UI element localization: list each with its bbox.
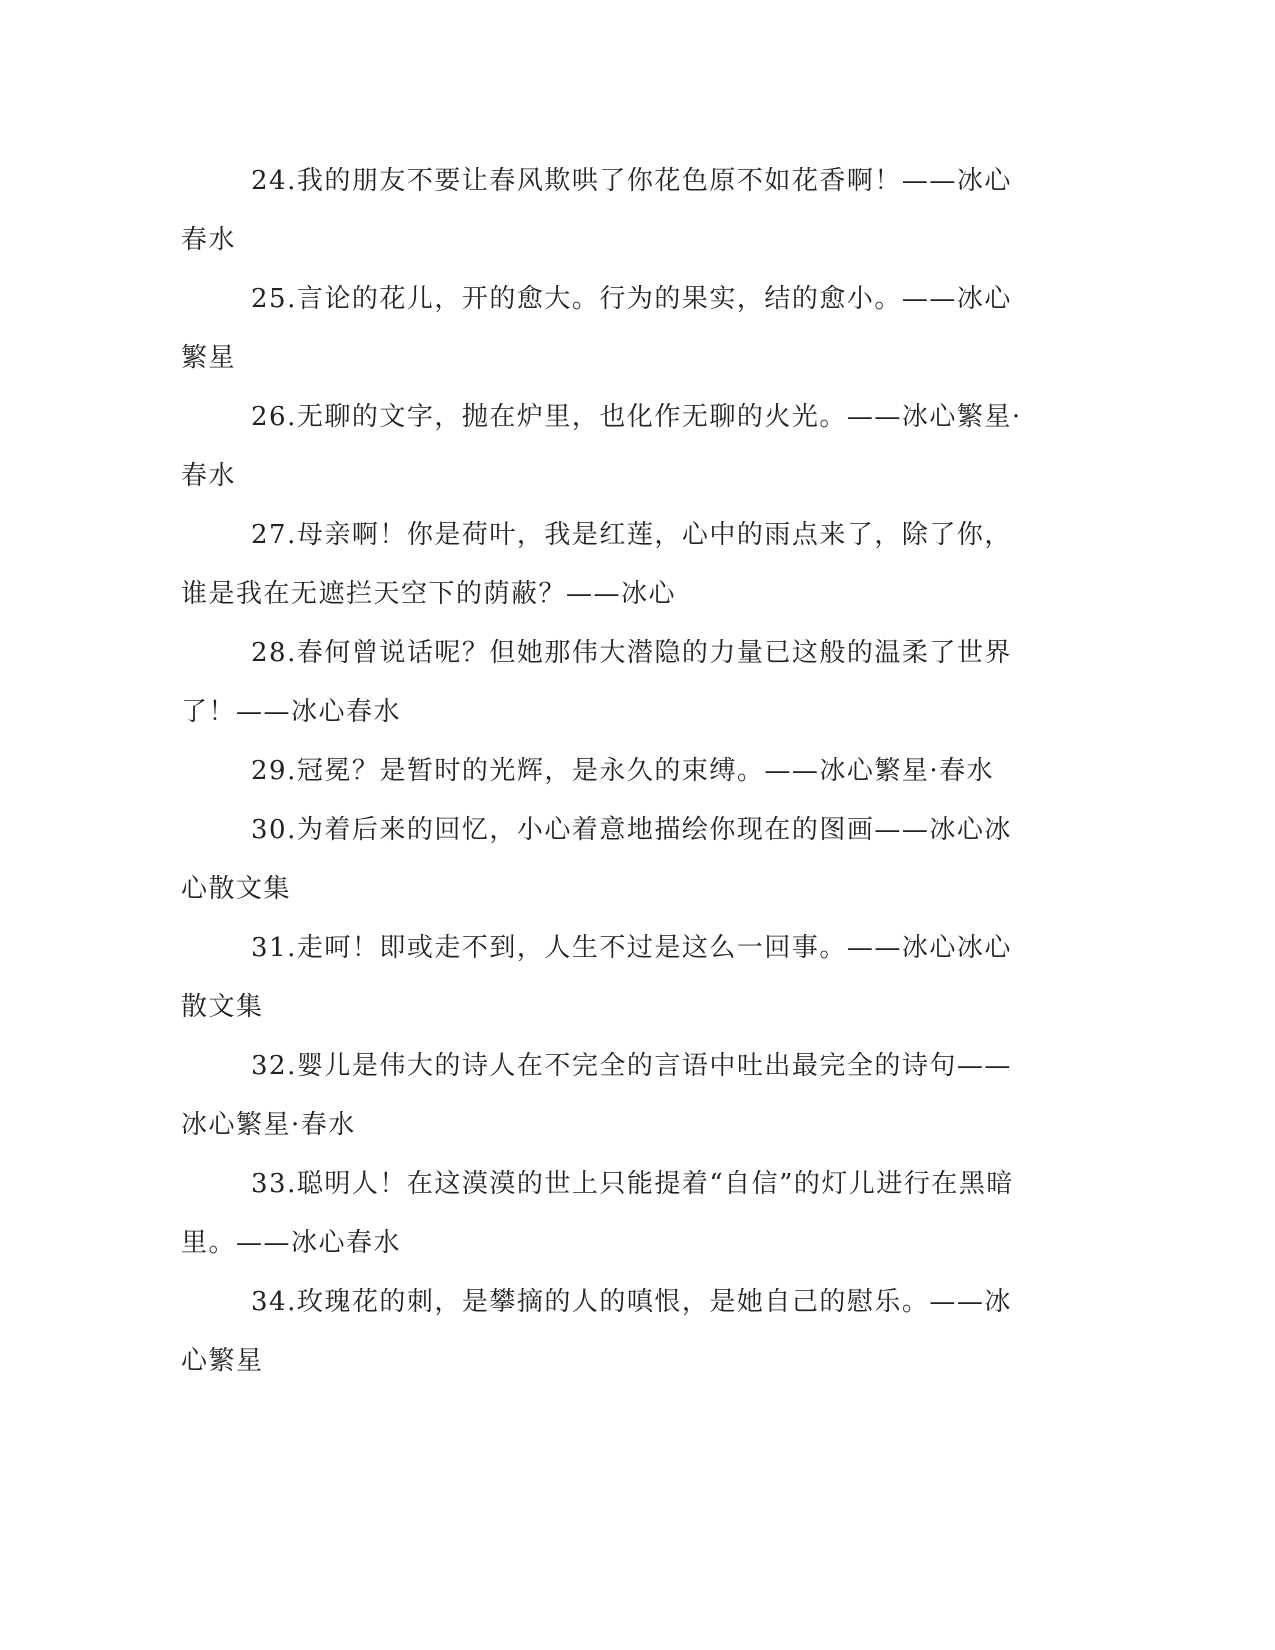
quote-34: 34.玫瑰花的刺，是攀摘的人的嗔恨，是她自己的慰乐。——冰心繁星 [181, 1287, 1012, 1376]
quote-list [181, 152, 1031, 1391]
quote-26: 26.无聊的文字，抛在炉里，也化作无聊的火光。——冰心繁星·春水 [181, 402, 1022, 491]
quote-29: 29.冠冕？是暂时的光辉，是永久的束缚。——冰心繁星·春水 [251, 756, 995, 786]
quote-31: 31.走呵！即或走不到，人生不过是这么一回事。——冰心冰心散文集 [181, 933, 1012, 1022]
quote-28: 28.春何曾说话呢？但她那伟大潜隐的力量已这般的温柔了世界了！——冰心春水 [181, 638, 1012, 727]
quote-33: 33.聪明人！在这漠漠的世上只能提着“自信”的灯儿进行在黑暗里。——冰心春水 [181, 1169, 1014, 1258]
quote-27: 27.母亲啊！你是荷叶，我是红莲，心中的雨点来了，除了你，谁是我在无遮拦天空下的荫蔽？——冰心 [181, 520, 1012, 609]
quote-25: 25.言论的花儿，开的愈大。行为的果实，结的愈小。——冰心繁星 [181, 284, 1012, 373]
quote-32: 32.婴儿是伟大的诗人在不完全的言语中吐出最完全的诗句——冰心繁星·春水 [181, 1051, 1012, 1140]
quote-30: 30.为着后来的回忆，小心着意地描绘你现在的图画——冰心冰心散文集 [181, 815, 1012, 904]
quote-24: 24.我的朋友不要让春风欺哄了你花色原不如花香啊！——冰心春水 [181, 166, 1012, 255]
